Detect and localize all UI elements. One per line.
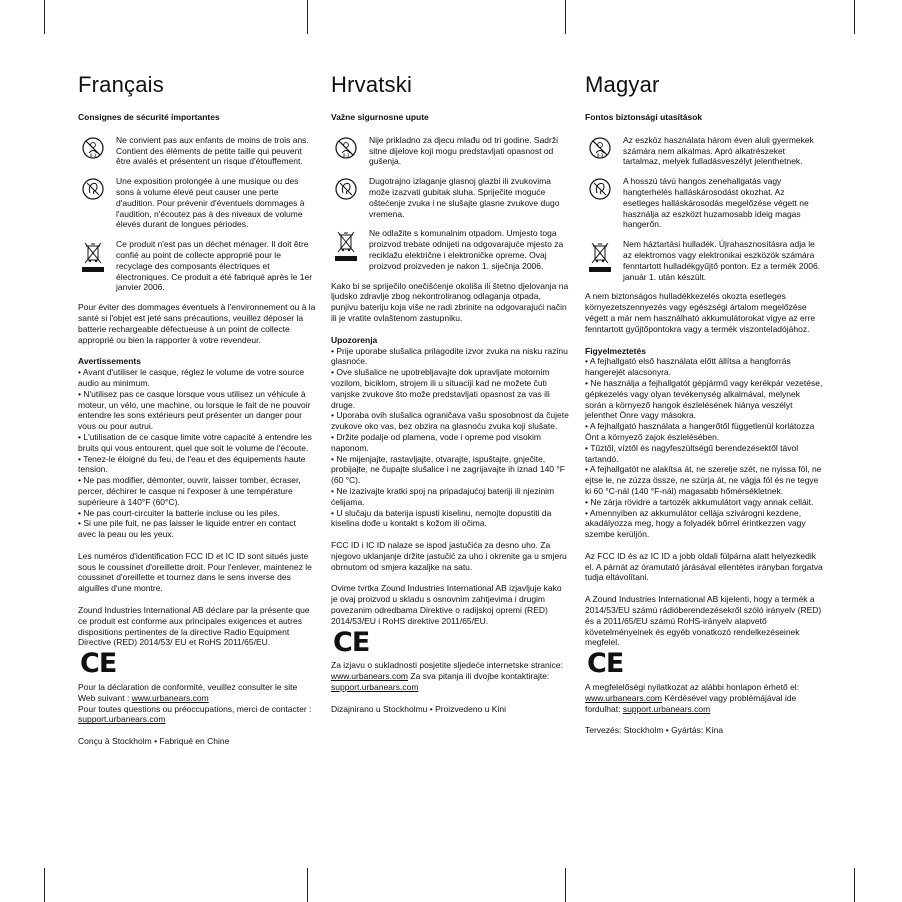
warning-item: • A fejhallgató első használata előtt állítsa a hangforrás hangerejét alacsonyra. xyxy=(585,356,823,378)
footer-text: Conçu à Stockholm • Fabriqué en Chine xyxy=(78,736,230,747)
conformity-paragraph: Pour la déclaration de conformité, veuillez consulter le site Web suivant : www.urbanears.com Pour toutes questions ou préoccupations, merci de contacter : support.urbanears.com xyxy=(78,682,312,725)
hearing-warning-icon xyxy=(589,178,611,200)
weee-bar-icon xyxy=(335,256,357,261)
warnings-list xyxy=(585,356,823,540)
hearing-warning-icon xyxy=(335,178,357,200)
icon-row-child xyxy=(585,135,823,167)
icon-text: Ce produit n'est pas un déchet ménager. Il doit être confié au point de collecte approprié pour le recyclage des composants électriques et électroniques. Ce produit a été fabriqué après le 1er janvier 2006. xyxy=(116,239,313,293)
crop-mark-top-right xyxy=(854,0,855,34)
ce-mark-icon: CE xyxy=(333,626,370,658)
declaration-paragraph: Ovime tvrtka Zound Industries International AB izjavljuje kako je ovaj proizvod u skladu s osnovnim zahtjevima i drugim povezanim odredbama Direktive o radijskoj opremi (RED) 2014/53/EU i RoHS direktive 2011/65/EU. xyxy=(331,583,562,626)
crop-mark-bottom-mid-left xyxy=(307,868,308,902)
warning-item: • Držite podalje od plamena, vode i opreme pod visokim naponom. xyxy=(331,432,569,454)
crop-mark-top-mid-left xyxy=(307,0,308,34)
crop-mark-top-left xyxy=(44,0,45,34)
icon-text: Nije prikladno za djecu mlađu od tri godine. Sadrži sitne dijelove koji mogu predstavljati opasnost od gušenja. xyxy=(369,134,558,167)
safety-heading: Važne sigurnosne upute xyxy=(331,112,429,122)
icon-row-hearing xyxy=(78,176,316,230)
icon-text: A hosszú távú hangos zenehallgatás vagy hangterhelés halláskárosodást okozhat. Az esetleges halláskárosodás megelőzése végett ne használja az eszközt huzamosabb ideig magas hangerőn. xyxy=(623,176,809,230)
support-link[interactable]: support.urbanears.com xyxy=(331,682,419,693)
language-column xyxy=(585,72,823,747)
warning-item: • Ne pas court-circuiter la batterie incluse ou les piles. xyxy=(78,508,316,519)
battery-paragraph: Pour éviter des dommages éventuels à l'environnement ou à la santé si l'objet est jeté sans précautions, veuillez déposer la batterie rechargeable défectueuse à un point de collecte approprié ou bien la rapporter à votre revendeur. xyxy=(78,302,316,345)
icon-text: Une exposition prolongée à une musique ou des sons à volume élevé peut causer une perte d'audition. Pour prévenir d'éventuels dommages à l'audition, n'écoutez pas à des niveaux de volume élevés durant de longues périodes. xyxy=(116,176,305,230)
warning-item: • L'utilisation de ce casque limite votre capacité à entendre les bruits qui vous entourent, quel que soit le volume de l'écoute. xyxy=(78,432,316,454)
child-age-icon xyxy=(589,137,611,159)
child-age-icon xyxy=(335,137,357,159)
hearing-warning-icon xyxy=(82,178,104,200)
conformity-paragraph: A megfelelőségi nyilatkozat az alábbi honlapon érhető el: www.urbanears.com Kérdésével vagy problémájával ide fordulhat: support.urbanears.com xyxy=(585,682,800,714)
icon-text: Az eszköz használata három éven aluli gyermekek számára nem alkalmas. Apró alkatrészeket tartalmaz, melyek fulladásveszélyt jelenthetnek. xyxy=(623,134,814,167)
declaration-paragraph: Zound Industries International AB déclare par la présente que ce produit est conforme aux principales exigences et autres dispositions pertinentes de la directive Radio Equipment Directive (RED) 2014/53/ EU et RoHS 2011/65/EU. xyxy=(78,605,310,648)
svg-text:0-3: 0-3 xyxy=(89,152,97,158)
weee-bin-icon xyxy=(589,241,611,265)
warning-item: • Ne pas modifier, démonter, ouvrir, laisser tomber, écraser, percer, déchirer le casque ni l'exposer à une température supérieure à 140°F (60°C). xyxy=(78,475,316,507)
icon-text: Dugotrajno izlaganje glasnoj glazbi ili zvukovima može izazvati gubitak sluha. Spriječite moguće oštećenje zvuka i ne slušajte glasne zvukove dugo vremena. xyxy=(369,176,560,219)
ce-mark-icon: CE xyxy=(80,648,117,680)
warnings-heading: Upozorenja xyxy=(331,334,378,345)
warning-item: • Si une pile fuit, ne pas laisser le liquide entrer en contact avec la peau ou les yeux. xyxy=(78,518,316,540)
safety-heading: Fontos biztonsági utasítások xyxy=(585,112,703,122)
footer-text: Tervezés: Stockholm • Gyártás: Kína xyxy=(585,725,724,736)
language-title: Hrvatski xyxy=(331,72,413,97)
icon-row-hearing xyxy=(331,176,569,219)
support-link[interactable]: support.urbanears.com xyxy=(622,703,711,714)
icon-row-weee xyxy=(585,239,823,282)
icon-row-weee xyxy=(331,228,569,271)
icon-text: Nem háztartási hulladék. Újrahasznosításra adja le az elektromos vagy elektronikai eszközök számára fenntartott hulladékgyűjtő ponton. Ez a termék 2006. január 1. után készült. xyxy=(623,239,821,282)
footer-text: Dizajnirano u Stockholmu • Proizvedeno u Kini xyxy=(331,703,506,714)
warning-item: • U slučaju da baterija ispusti kiselinu, nemojte dopustiti da kiselina dođe u kontakt s kožom ili očima. xyxy=(331,508,569,530)
icon-row-child xyxy=(331,135,569,167)
language-column xyxy=(331,72,569,726)
warning-item: • Ne mijenjajte, rastavljajte, otvarajte, ispuštajte, gnječite, probijajte, ne čupajte slušalice i ne zagrijavajte ih iznad 140 °F (60 °C). xyxy=(331,454,569,486)
icon-row-hearing xyxy=(585,176,823,230)
warnings-heading: Avertissements xyxy=(78,356,141,367)
warning-item: • A fejhallgatót ne alakítsa át, ne szerelje szét, ne nyissa föl, ne ejtse le, ne zúzza össze, ne szúrja át, ne vágja föl és ne tegye ki 60 °C-nál (140 °F-nál) magasabb hőmérsékletnek. xyxy=(585,464,823,496)
urbanears-link[interactable]: www.urbanears.com xyxy=(585,692,663,703)
crop-mark-bottom-mid-right xyxy=(565,868,566,902)
warning-item: • Ove slušalice ne upotrebljavajte dok upravljate motornim vozilom, biciklom, strojem ili u situaciji kad ne možete čuti vanjske zvukove što može predstavljati opasnost za vas ili druge. xyxy=(331,367,569,410)
warning-item: • N'utilisez pas ce casque lorsque vous utilisez un véhicule à moteur, un vélo, une machine, ou lorsque le fait de ne pouvoir entendre les sons extérieurs peut présenter un danger pour vous ou pour autrui. xyxy=(78,389,316,432)
declaration-paragraph: A Zound Industries International AB kijelenti, hogy a termék a 2014/53/EU számú rádióberendezésekről szóló irányelv (RED) és a 2011/65/EU számú RoHS-irányelv alapvető követelményeinek és egyéb vonatkozó rendelkezéseinek megfelel. xyxy=(585,594,822,648)
crop-mark-bottom-right xyxy=(854,868,855,902)
language-column xyxy=(78,72,316,758)
language-title: Magyar xyxy=(585,72,660,97)
icon-row-weee xyxy=(78,239,316,293)
warnings-list xyxy=(331,346,569,530)
fcc-paragraph: Les numéros d'identification FCC ID et IC ID sont situés juste sous le coussinet d'oreillette droit. Pour l'enlever, maintenez le coussinet d'oreillette et tournez dans le sens inverse des aiguilles d'une montre. xyxy=(78,550,312,594)
battery-paragraph: A nem biztonságos hulladékkezelés okozta esetleges környezetszennyezés vagy egészségi ártalom megelőzése végett a már nem használható akkumulátorokat vigye az erre fenntartott gyűjtőpontokra vagy a termék viszonteladójához. xyxy=(585,291,816,334)
weee-bin-icon xyxy=(82,241,104,265)
weee-bar-icon xyxy=(82,267,104,272)
warning-item: • Tenez-le éloigné du feu, de l'eau et des équipements haute tension. xyxy=(78,454,316,476)
icon-row-child xyxy=(78,135,316,167)
warning-item: • Ne használja a fejhallgatót gépjármű vagy kerékpár vezetése, gépkezelés vagy olyan tevékenység alkalmával, melynek során a környező hangok észlelésének hiánya veszélyt jelenthet Önre vagy másokra. xyxy=(585,378,823,421)
warning-item: • Ne zárja rövidre a tartozék akkumulátort vagy annak celláit. xyxy=(585,497,823,508)
warning-item: • Ne izazivajte kratki spoj na pripadajućoj bateriji ili njezinim ćelijama. xyxy=(331,486,569,508)
battery-paragraph: Kako bi se spriječilo onečišćenje okoliša ili štetno djelovanja na ljudsko zdravlje zbog nekontroliranog odlaganja otpada, punjivu bateriju koja više ne radi zbrinite na odgovarajući način ili je vratite ovlaštenom zastupniku. xyxy=(331,280,569,323)
urbanears-link[interactable]: www.urbanears.com xyxy=(331,671,409,682)
svg-text:0-3: 0-3 xyxy=(596,152,604,158)
support-link[interactable]: support.urbanears.com xyxy=(78,714,166,725)
warning-item: • A fejhallgató használata a hangerőtől függetlenül korlátozza Önt a környező zajok észlelésében. xyxy=(585,421,823,443)
warning-item: • Avant d'utiliser le casque, réglez le volume de votre source audio au minimum. xyxy=(78,367,316,389)
child-age-icon xyxy=(82,137,104,159)
conformity-paragraph: Za izjavu o sukladnosti posjetite sljedeće internetske stranice: www.urbanears.com Za sva pitanja ili dvojbe kontaktirajte: support.urbanears.com xyxy=(331,660,563,693)
warning-item: • Amennyiben az akkumulátor cellája szivárogni kezdene, akadályozza meg, hogy a folyadék bőrrel érintkezzen vagy szembe kerüljön. xyxy=(585,508,823,540)
language-title: Français xyxy=(78,72,164,97)
warnings-heading: Figyelmeztetés xyxy=(585,345,646,356)
icon-text: Ne odlažite s komunalnim otpadom. Umjesto toga proizvod trebate odnijeti na odgovarajuće mjesto za reciklažu električne i elektroničke opreme. Ovaj proizvod proizveden je nakon 1. siječnja 2006. xyxy=(369,228,564,271)
crop-mark-top-mid-right xyxy=(565,0,566,34)
urbanears-link[interactable]: www.urbanears.com xyxy=(131,692,209,703)
warning-item: • Tűztől, víztől és nagyfeszültségű berendezésektől távol tartandó. xyxy=(585,443,823,465)
warnings-list xyxy=(78,367,316,540)
warning-item: • Prije uporabe slušalica prilagodite izvor zvuka na nisku razinu glasnoće. xyxy=(331,346,569,368)
icon-text: Ne convient pas aux enfants de moins de trois ans. Contient des éléments de petite taille qui peuvent être avalés et présentent un risque d'étouffement. xyxy=(116,134,309,167)
safety-heading: Consignes de sécurité importantes xyxy=(78,112,220,122)
warning-item: • Uporaba ovih slušalica ograničava vašu sposobnost da čujete zvukove oko vas, bez obzira na glasnoću zvuka koji slušate. xyxy=(331,410,569,432)
weee-bin-icon xyxy=(335,230,357,254)
fcc-paragraph: FCC ID i IC ID nalaze se ispod jastučića za desno uho. Za njegovo uklanjanje držite jastučić za uho i okrenite ga u smjeru obrnutom od smjera kazaljke na satu. xyxy=(331,540,567,572)
crop-mark-bottom-left xyxy=(44,868,45,902)
svg-text:0-3: 0-3 xyxy=(342,152,350,158)
ce-mark-icon: CE xyxy=(587,648,624,680)
weee-bar-icon xyxy=(589,267,611,272)
fcc-paragraph: Az FCC ID és az IC ID a jobb oldali fülpárna alatt helyezkedik el. A párnát az óramutató járásával ellentétes irányban forgatva tudja eltávolítani. xyxy=(585,550,823,583)
